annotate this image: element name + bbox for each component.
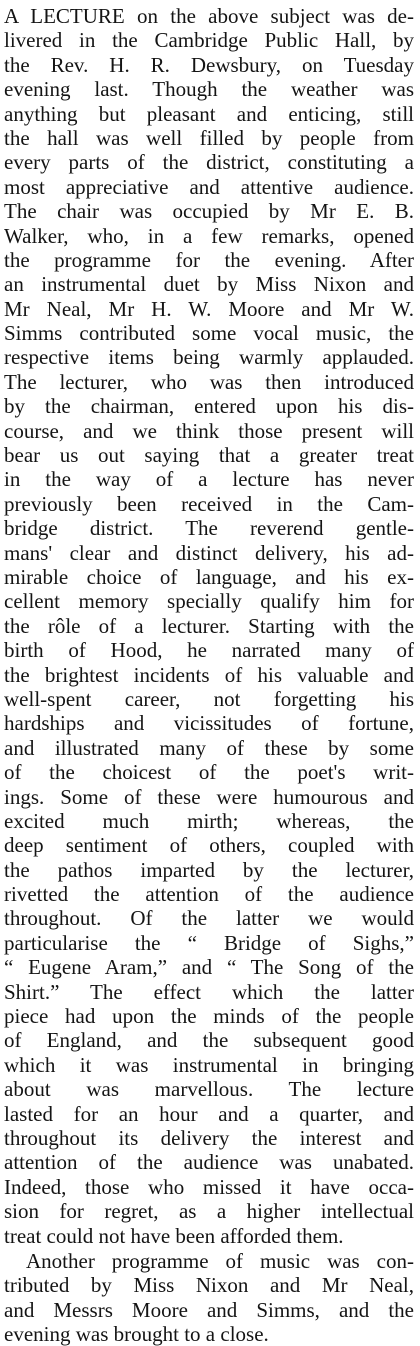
text-line: about was marvellous. The lecture xyxy=(4,1077,414,1102)
text-line: well-spent career, not forgetting his xyxy=(4,686,414,711)
text-line: anything but pleasant and enticing, still xyxy=(4,101,414,126)
text-line: the rôle of a lecturer. Starting with the xyxy=(4,613,414,638)
text-line: and Messrs Moore and Simms, and the xyxy=(4,1297,414,1322)
text-line: bear us out saying that a greater treat xyxy=(4,443,414,468)
text-line: treat could not have been afforded them. xyxy=(4,1223,344,1248)
text-line: evening last. Though the weather was xyxy=(4,77,414,102)
text-line: in the way of a lecture has never xyxy=(4,467,414,492)
text-line: cellent memory specially qualify him for xyxy=(4,589,414,614)
text-line: deep sentiment of others, coupled with xyxy=(4,833,414,858)
text-line: A LECTURE on the above subject was de- xyxy=(4,4,414,28)
text-line: rivetted the attention of the audience xyxy=(4,882,414,907)
text-line: Another programme of music was con- xyxy=(26,1248,414,1273)
text-line: an instrumental duet by Miss Nixon and xyxy=(4,272,414,297)
text-line: ings. Some of these were humourous and xyxy=(4,784,414,809)
article-column xyxy=(4,4,414,1346)
text-line: throughout. Of the latter we would xyxy=(4,906,414,931)
text-line: piece had upon the minds of the people xyxy=(4,1004,414,1029)
text-line: tributed by Miss Nixon and Mr Neal, xyxy=(4,1273,414,1298)
text-line: Simms contributed some vocal music, the xyxy=(4,321,414,346)
text-line: by the chairman, entered upon his dis- xyxy=(4,394,414,419)
text-line: “ Eugene Aram,” and “ The Song of the xyxy=(4,955,414,980)
text-line: respective items being warmly applauded. xyxy=(4,345,414,370)
text-line: the hall was well filled by people from xyxy=(4,125,414,150)
text-line: birth of Hood, he narrated many of xyxy=(4,638,414,663)
text-line: excited much mirth; whereas, the xyxy=(4,808,414,833)
text-line: The lecturer, who was then introduced xyxy=(4,369,414,394)
text-line: of England, and the subsequent good xyxy=(4,1028,414,1053)
text-line: attention of the audience was unabated. xyxy=(4,1150,414,1175)
text-line: mans' clear and distinct delivery, his ad- xyxy=(4,540,414,565)
text-line: bridge district. The reverend gentle- xyxy=(4,516,414,541)
text-line: Mr Neal, Mr H. W. Moore and Mr W. xyxy=(4,296,414,321)
text-line: lasted for an hour and a quarter, and xyxy=(4,1101,414,1126)
text-line: every parts of the district, constituting a xyxy=(4,150,414,175)
text-line: of the choicest of the poet's writ- xyxy=(4,760,414,785)
text-line: and illustrated many of these by some xyxy=(4,735,414,760)
text-line: particularise the “ Bridge of Sighs,” xyxy=(4,930,414,955)
text-line: livered in the Cambridge Public Hall, by xyxy=(4,28,414,53)
text-line: evening was brought to a close. xyxy=(4,1322,269,1346)
text-line: Shirt.” The effect which the latter xyxy=(4,979,414,1004)
text-line: the Rev. H. R. Dewsbury, on Tuesday xyxy=(4,52,414,77)
text-line: which it was instrumental in bringing xyxy=(4,1052,414,1077)
text-line: the programme for the evening. After xyxy=(4,247,414,272)
text-line: The chair was occupied by Mr E. B. xyxy=(4,199,414,224)
text-line: the brightest incidents of his valuable and xyxy=(4,662,414,687)
text-line: the pathos imparted by the lecturer, xyxy=(4,857,414,882)
article-paragraph-1 xyxy=(4,4,414,1248)
text-line: Indeed, those who missed it have occa- xyxy=(4,1174,414,1199)
text-line: sion for regret, as a higher intellectual xyxy=(4,1199,414,1224)
text-line: Walker, who, in a few remarks, opened xyxy=(4,223,414,248)
text-line: mirable choice of language, and his ex- xyxy=(4,564,414,589)
text-line: most appreciative and attentive audience. xyxy=(4,174,414,199)
text-line: hardships and vicissitudes of fortune, xyxy=(4,711,414,736)
text-line: throughout its delivery the interest and xyxy=(4,1125,414,1150)
article-paragraph-2 xyxy=(4,1249,414,1346)
text-line: course, and we think those present will xyxy=(4,418,414,443)
text-line: previously been received in the Cam- xyxy=(4,491,414,516)
